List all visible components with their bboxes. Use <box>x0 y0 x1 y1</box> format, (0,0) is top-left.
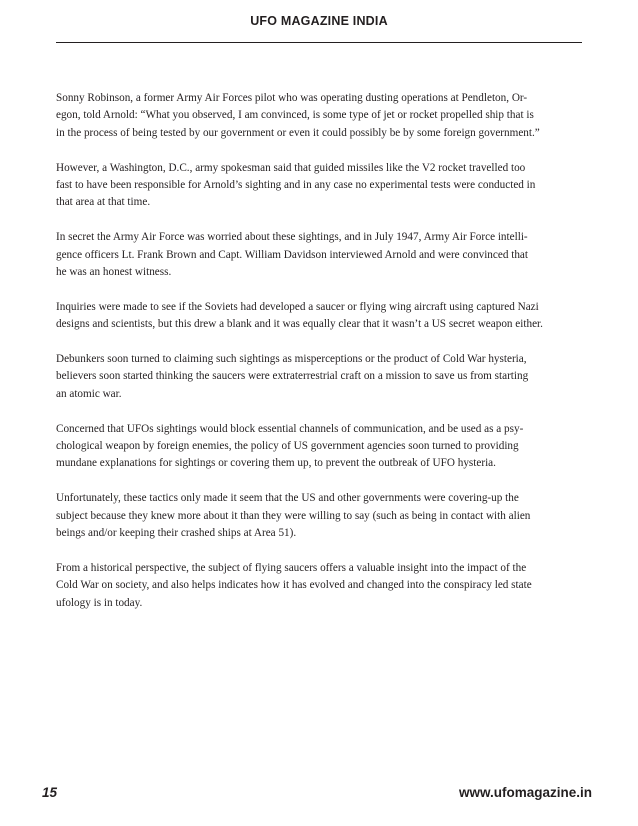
paragraph: In secret the Army Air Force was worried about these sightings, and in July 1947, Army Air Force intelli- gence officers Lt. Frank Brown and Capt. William Davidson interviewed Arnold and were convinced that he was an honest witness. <box>56 231 528 279</box>
paragraph: From a historical perspective, the subject of flying saucers offers a valuable insight into the impact of the Cold War on society, and also helps indicates how it has evolved and changed into the conspiracy led state ufology is in today. <box>56 561 532 609</box>
website-url: www.ufomagazine.in <box>458 785 592 800</box>
paragraph: Inquiries were made to see if the Soviets had developed a saucer or flying wing aircraft using captured Nazi designs and scientists, but this drew a blank and it was equally clear that it wasn’t a US secret weapon either. <box>56 300 543 331</box>
header-divider <box>56 42 582 43</box>
paragraph: Sonny Robinson, a former Army Air Forces pilot who was operating dusting operations at Pendleton, Or- egon, told Arnold: “What you observed, I am convinced, is some type of jet or rocket propelled ship that is in the process of being tested by our government or even it could possibly be by some foreign government.” <box>56 92 540 139</box>
paragraph: Concerned that UFOs sightings would block essential channels of communication, and be used as a psy- chological weapon by foreign enemies, the policy of US government agencies soon turned to providing mundane explanations for sightings or covering them up, to prevent the outbreak of UFO hysteria. <box>56 422 524 470</box>
paragraph: However, a Washington, D.C., army spokesman said that guided missiles like the V2 rocket travelled too fast to have been responsible for Arnold’s sighting and in any case no experimental tests were conducted in that area at that time. <box>56 161 536 209</box>
paragraph: Debunkers soon turned to claiming such sightings as misperceptions or the product of Cold War hysteria, believers soon started thinking the saucers were extraterrestrial craft on a mission to save us from starting an atomic war. <box>56 353 529 400</box>
page-number: 15 <box>42 785 58 800</box>
paragraph: Unfortunately, these tactics only made it seem that the US and other governments were covering-up the subject because they knew more about it than they were willing to say (such as being in contact with alien beings and/or keeping their crashed ships at Area 51). <box>56 492 531 540</box>
article-body <box>56 90 594 629</box>
magazine-title: UFO MAGAZINE INDIA <box>250 14 388 28</box>
